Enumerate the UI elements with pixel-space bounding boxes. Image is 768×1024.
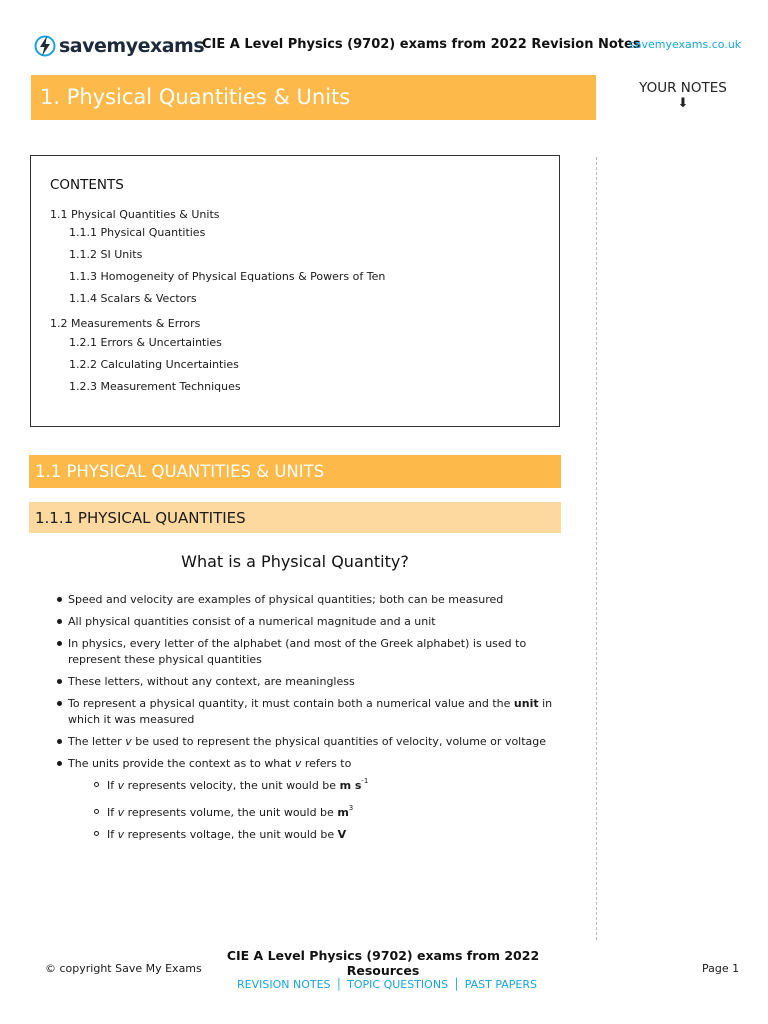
- past-papers-link[interactable]: PAST PAPERS: [464, 978, 538, 991]
- list-item: [68, 696, 558, 728]
- text: If: [107, 806, 118, 819]
- toc-item-1-1-1[interactable]: 1.1.1 Physical Quantities: [69, 226, 206, 239]
- section-title: 1.1 PHYSICAL QUANTITIES & UNITS: [35, 462, 325, 481]
- variable: v: [294, 757, 302, 770]
- contents-box: [30, 155, 560, 427]
- logo-text: savemyexams: [59, 35, 205, 57]
- list-item: [68, 734, 558, 750]
- toc-item-1-2-3[interactable]: 1.2.3 Measurement Techniques: [69, 380, 241, 393]
- contents-title: CONTENTS: [50, 177, 124, 193]
- sub-list-item: [107, 827, 557, 843]
- text: The letter: [68, 735, 126, 748]
- toc-item-1-2-1[interactable]: 1.2.1 Errors & Uncertainties: [69, 336, 222, 349]
- footer-title: CIE A Level Physics (9702) exams from 2022 Resources: [226, 948, 540, 978]
- unit: m s: [339, 779, 362, 792]
- list-item: These letters, without any context, are meaningless: [68, 674, 558, 690]
- your-notes-panel: [632, 80, 734, 111]
- text: To represent a physical quantity, it must contain both a numerical value and the: [68, 697, 514, 710]
- subsection-banner: [29, 502, 561, 533]
- section-banner: [29, 455, 561, 488]
- header-title: CIE A Level Physics (9702) exams from 2022 Revision Notes: [202, 37, 641, 52]
- separator: │: [453, 978, 460, 991]
- unit-exponent: 3: [348, 804, 354, 813]
- footer-links: [237, 978, 537, 991]
- bold-term: unit: [513, 697, 539, 710]
- notes-divider: [596, 157, 597, 940]
- toc-item-1-1[interactable]: 1.1 Physical Quantities & Units: [50, 208, 220, 221]
- variable: v: [117, 828, 125, 841]
- toc-item-1-2-2[interactable]: 1.2.2 Calculating Uncertainties: [69, 358, 239, 371]
- text: The units provide the context as to what: [68, 757, 295, 770]
- copyright: © copyright Save My Exams: [45, 962, 202, 975]
- revision-notes-link[interactable]: REVISION NOTES: [237, 978, 331, 991]
- text: refers to: [301, 757, 352, 770]
- toc-item-1-1-3[interactable]: 1.1.3 Homogeneity of Physical Equations & Powers of Ten: [69, 270, 386, 283]
- variable: v: [117, 806, 125, 819]
- sub-list-item: [107, 805, 557, 821]
- unit: m: [337, 806, 349, 819]
- toc-item-1-1-2[interactable]: 1.1.2 SI Units: [69, 248, 143, 261]
- toc-item-1-1-4[interactable]: 1.1.4 Scalars & Vectors: [69, 292, 197, 305]
- list-item: In physics, every letter of the alphabet (and most of the Greek alphabet) is used to represent these physical quantities: [68, 636, 558, 668]
- unit: V: [337, 828, 347, 841]
- question-heading: What is a Physical Quantity?: [181, 552, 409, 571]
- separator: │: [335, 978, 343, 991]
- lightning-logo-icon: [34, 34, 56, 58]
- down-arrow-icon: ⬇: [677, 96, 689, 111]
- site-link[interactable]: savemyexams.co.uk: [629, 38, 742, 51]
- logo[interactable]: [34, 33, 204, 59]
- variable: v: [117, 779, 125, 792]
- text: in which it was measured: [68, 697, 553, 726]
- subsection-title: 1.1.1 PHYSICAL QUANTITIES: [35, 509, 246, 527]
- text: If: [107, 779, 118, 792]
- your-notes-label: YOUR NOTES: [639, 80, 727, 96]
- text: represents velocity, the unit would be: [124, 779, 340, 792]
- chapter-banner: [31, 75, 596, 120]
- sub-list-item: [107, 778, 557, 794]
- list-item: Speed and velocity are examples of physical quantities; both can be measured: [68, 592, 558, 608]
- text: If: [107, 828, 118, 841]
- unit-exponent: -1: [361, 777, 369, 786]
- text: represents voltage, the unit would be: [124, 828, 338, 841]
- text: represents volume, the unit would be: [124, 806, 338, 819]
- list-item: All physical quantities consist of a numerical magnitude and a unit: [68, 614, 558, 630]
- page-number: Page 1: [702, 962, 740, 975]
- text: be used to represent the physical quantities of velocity, volume or voltage: [131, 735, 547, 748]
- variable: v: [125, 735, 132, 748]
- list-item: [68, 756, 558, 772]
- topic-questions-link[interactable]: TOPIC QUESTIONS: [347, 978, 449, 991]
- toc-item-1-2[interactable]: 1.2 Measurements & Errors: [50, 317, 201, 330]
- chapter-title: 1. Physical Quantities & Units: [40, 85, 351, 109]
